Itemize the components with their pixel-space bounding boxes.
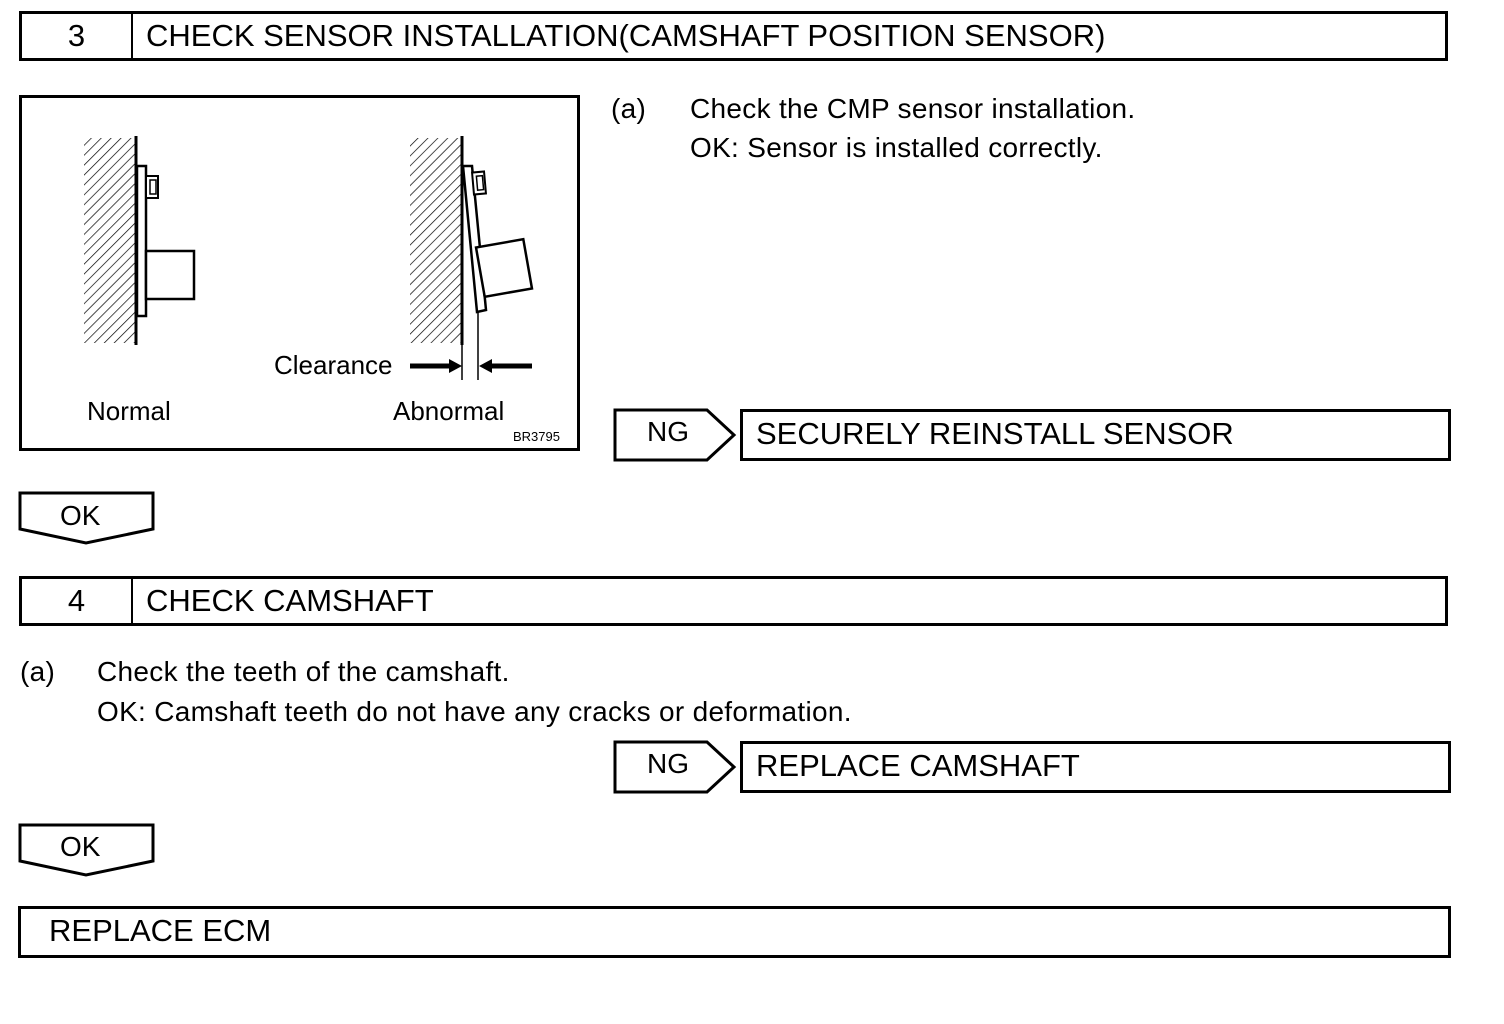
step-3-ok-criteria: OK: Sensor is installed correctly. [690, 132, 1103, 163]
figure-code: BR3795 [513, 429, 560, 444]
abnormal-sensor-body [476, 239, 532, 297]
step-4-ok-criteria: OK: Camshaft teeth do not have any cracks or deformation. [97, 696, 852, 727]
step-3-instruction-marker: (a) [611, 93, 647, 124]
normal-sensor-body [146, 251, 194, 299]
abnormal-bolt-icon [472, 172, 486, 195]
step-3-instruction: Check the CMP sensor installation. [690, 93, 1136, 124]
step-number: 4 [22, 579, 133, 623]
step-3-header [19, 11, 1448, 61]
step-4-ng-action: REPLACE CAMSHAFT [740, 741, 1451, 793]
normal-label: Normal [87, 396, 171, 426]
step-title: CHECK CAMSHAFT [146, 583, 434, 618]
abnormal-label: Abnormal [393, 396, 505, 426]
step-4-header [19, 576, 1448, 626]
step-3-ng-action: SECURELY REINSTALL SENSOR [740, 409, 1451, 461]
step-title: CHECK SENSOR INSTALLATION(CAMSHAFT POSITION SENSOR) [146, 18, 1106, 53]
step-4-instruction: Check the teeth of the camshaft. [97, 656, 510, 687]
abnormal-wall-hatch [410, 138, 462, 343]
step-3-ok-label: OK [60, 500, 101, 531]
step-4-ok-label: OK [60, 831, 101, 862]
step-number: 3 [22, 14, 133, 58]
normal-wall-hatch [84, 138, 136, 343]
normal-sensor-plate [137, 166, 146, 316]
final-action-box: REPLACE ECM [18, 906, 1451, 958]
step-4-instruction-marker: (a) [20, 656, 56, 687]
sensor-installation-figure [19, 95, 580, 451]
clearance-label: Clearance [274, 350, 393, 380]
step-4-ng-label: NG [647, 748, 689, 779]
step-3-ng-label: NG [647, 416, 689, 447]
